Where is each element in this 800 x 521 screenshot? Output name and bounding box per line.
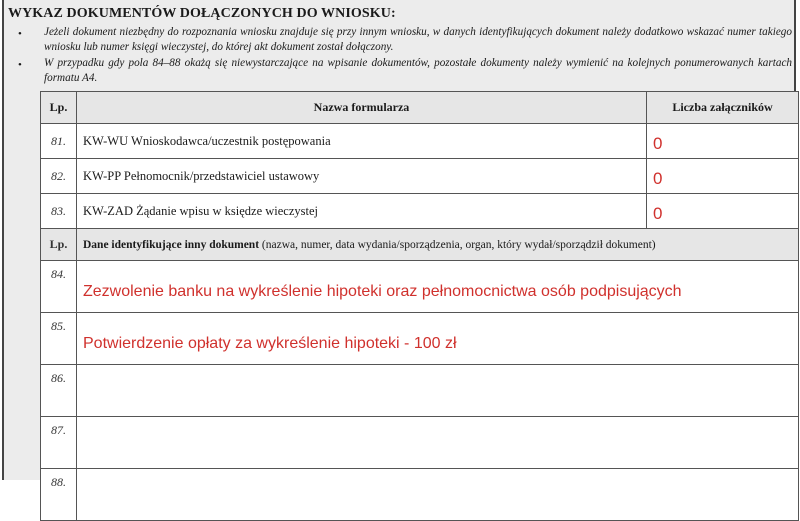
table-row — [41, 365, 799, 417]
header-document-description — [77, 229, 799, 261]
table-row — [41, 194, 799, 229]
note-paragraph-1: Jeżeli dokument niezbędny do rozpoznania wniosku znajduje się przy innym wniosku, w danych identyfikujących dokument należy dodatkowo wskazać numer takiego wniosku lub numer księgi wieczystej, do której akt dokument został dołączony. — [44, 26, 792, 53]
header-desc-bold: Dane identyfikujące inny dokument — [83, 238, 260, 251]
forms-header-row — [41, 92, 799, 124]
header-lp: Lp. — [41, 229, 77, 261]
header-attachment-count: Liczba załączników — [647, 92, 799, 124]
document-entry-field[interactable] — [77, 365, 799, 417]
documents-header-row — [41, 229, 799, 261]
table-row — [41, 417, 799, 469]
document-entry-field[interactable] — [77, 417, 799, 469]
document-entry-field[interactable] — [77, 469, 799, 521]
row-number: 85. — [41, 313, 77, 365]
row-number: 88. — [41, 469, 77, 521]
document-entry-field[interactable]: Zezwolenie banku na wykreślenie hipoteki oraz pełnomocnictwa osób podpisujących — [77, 261, 799, 313]
document-entry-field[interactable]: Potwierdzenie opłaty za wykreślenie hipoteki - 100 zł — [77, 313, 799, 365]
attachments-table — [40, 91, 799, 521]
table-row — [41, 313, 799, 365]
row-number: 81. — [41, 124, 77, 159]
table-row — [41, 261, 799, 313]
attachment-count-value: 0 — [653, 134, 663, 153]
header-lp: Lp. — [41, 92, 77, 124]
attachment-count-value: 0 — [653, 204, 663, 223]
bullet-icon: • — [18, 28, 22, 40]
row-number: 82. — [41, 159, 77, 194]
form-name: KW-ZAD Żądanie wpisu w księdze wieczystej — [77, 194, 647, 229]
table-row — [41, 124, 799, 159]
row-number: 87. — [41, 417, 77, 469]
attachment-count-field[interactable] — [647, 159, 799, 194]
header-form-name: Nazwa formularza — [77, 92, 647, 124]
form-name: KW-PP Pełnomocnik/przedstawiciel ustawowy — [77, 159, 647, 194]
attachment-count-field[interactable] — [647, 124, 799, 159]
note-paragraph-2: W przypadku gdy pola 84–88 okażą się niewystarczające na wpisanie dokumentów, pozostałe dokumenty należy wymienić na kolejnych ponumerowanych kartach formatu A4. — [44, 57, 792, 84]
table-row — [41, 159, 799, 194]
table-row — [41, 469, 799, 521]
row-number: 83. — [41, 194, 77, 229]
attachment-count-value: 0 — [653, 169, 663, 188]
row-number: 84. — [41, 261, 77, 313]
row-number: 86. — [41, 365, 77, 417]
header-desc-rest: (nazwa, numer, data wydania/sporządzenia, organ, który wydał/sporządził dokument) — [259, 238, 656, 251]
section-heading: WYKAZ DOKUMENTÓW DOŁĄCZONYCH DO WNIOSKU: — [8, 6, 396, 21]
bullet-icon: • — [18, 59, 22, 71]
attachment-count-field[interactable] — [647, 194, 799, 229]
form-name: KW-WU Wnioskodawca/uczestnik postępowania — [77, 124, 647, 159]
